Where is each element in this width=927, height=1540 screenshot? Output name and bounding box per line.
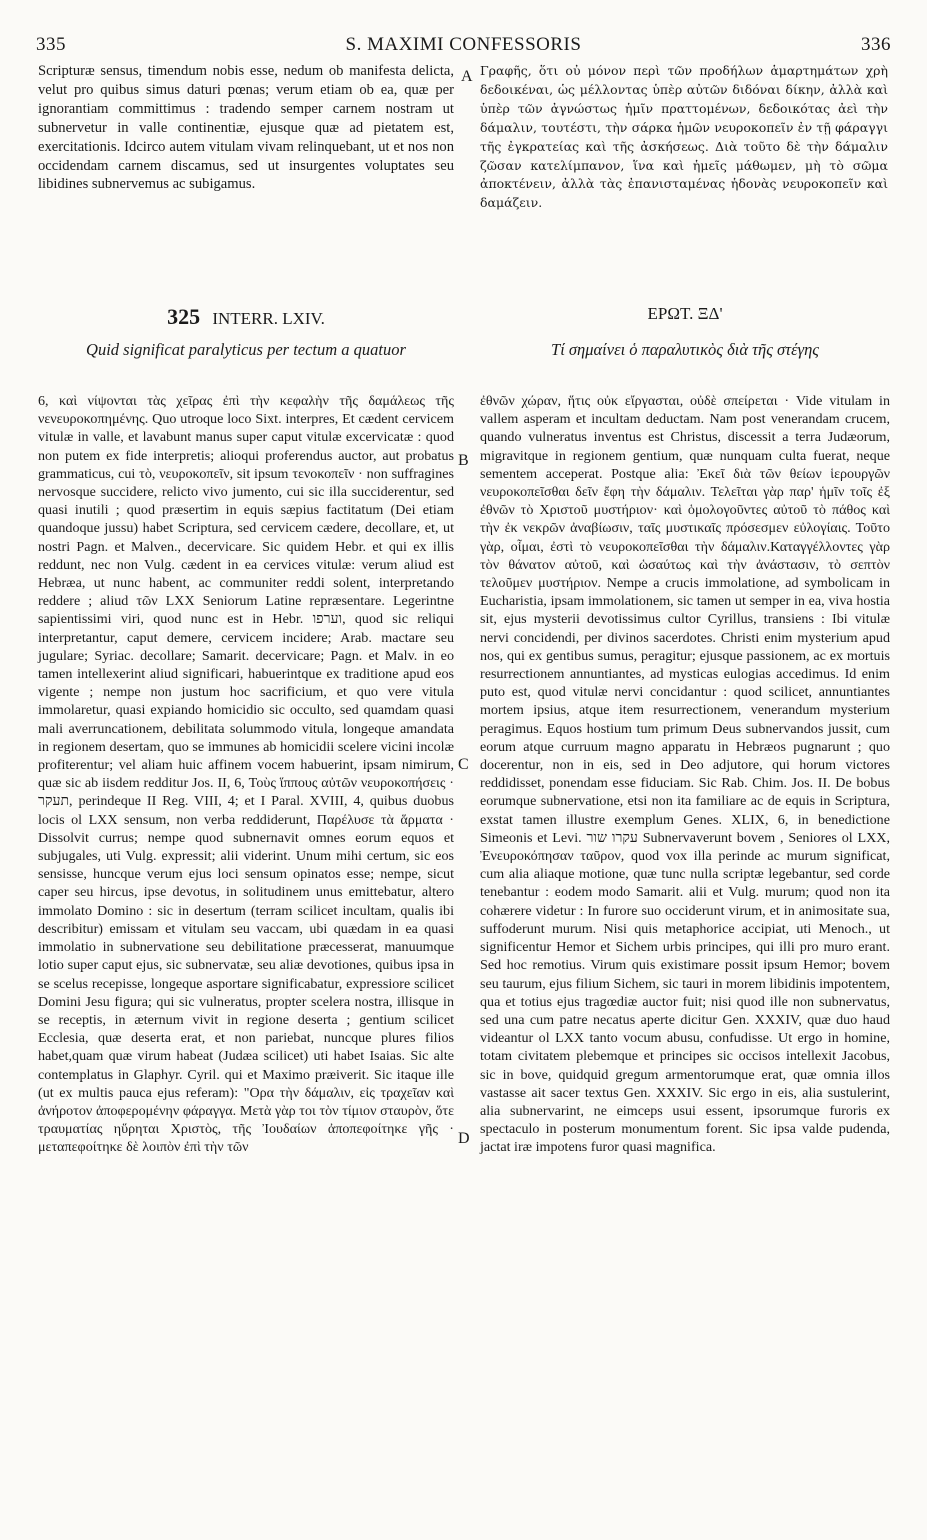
left-page-number: 335 xyxy=(36,34,66,55)
notes-left-text: 6, καὶ νίψονται τὰς χεῖρας ἐπὶ τὴν κεφαλὴν τῆς δαμάλεως τῆς νενευροκοπημένης. Quo utroque loco Sixt. interpres, Et cædent cervicem vitulæ in valle, et lavabunt manus super caput vitulæ excervicatæ : quod non putem ex fide interpretis; alioqui proferendus auctor, aut probatus grammaticus, cui τὸ, νευροκοπεῖν, sit ipsum τενοκοπεῖν · non suffragines nervosque succidere, relicto vivo jumento, cui sic illa succiderentur, sed quasi inutili ; quod præsertim in equis sæpius factitatum (Dei etiam quandoque jussu) habet Scriptura, sed cervicem cædere, decollare, et, ut nostri Pagn. et Malven., decervicare. Sic quidem Hebr. et qui ex illis reddunt, nec non Vulg. cædent in ea cervices vitulæ: verum aliud est Hebræa, ut nunc habent, ac communiter reddi solent, interpretando reddere ; aliud τῶν LXX Seniorum Latine repræsentare. Legerintne sapientissimi viri, quod nunc est in Hebr. וערפו, quod sic reliqui interpretantur, caput demere, cervicem incidere; Arab. mactare seu jugulare; Syriac. decollare; Samarit. decervicare; Pagn. et Malv. in eo tamen intellexerint aliud significari, habuerintque ex traditione apud eos vigente ; nempe non justum hoc sacrificium, et quo vere vitula immolaretur, quasi expiando homicidio sic occulto, sed quamdam quasi mali averruncationem, debilitata solummodo vitula, longeque amandata in regionem desertam, quo se immunes ab homicidii scelere vicini incolæ profiterentur; vel aliam huic affinem vocem habuerint, ipsam nimirum, quæ sic ab iisdem redditur Jos. II, 6, Τοὺς ἵππους αὐτῶν νευροκοπήσεις · תעקר, perindeque II Reg. VIII, 4; et I Paral. XVIII, 4, quibus duobus locis ol LXX sensum, non verba reddiderunt, Παρέλυσε τὰ ἅρματα · Dissolvit currus; nempe quod subnernavit omnes eorum equos et subjugales, uti Vulg. expressit; alii viderint. Unum mihi certum, sic eos sensisse, huncque verum ejus loci sensum opinatos esse; nempe, sicut caper seu hircus, ipse devotus, in solitudinem unus emittebatur, altero immolato Domino : sic in desertum (terram scilicet incultam, qualis ibi describitur) emissam et vitulam seu vaccam, ubi quædam in ea quasi immolatio in subnervatione seu debilitatione præcesserat, manuumque lotio super caput ejus, sic subnervatæ, seu aliæ devotiones, quibus ipsa in se scelus recepisse, longeque asportare significabatur, expressiore scilicet Domini Jesu figura; qui sic vulneratus, propter scelera nostra, illisque in se receptis, in æternum vivit in regione deserta ; gentium scilicet Ecclesia, quæ deserta erat, et non pariebat, nuncque plures filios habet,quam quæ virum habeat (Judæa scilicet) uti habet Isaias. Sic alte contemplatus in Glaphyr. Cyril. qui et Maximo præiverit. Sic itaque ille (ut ex multis pauca ejus referam): "Ορα τὴν δάμαλιν, εἰς τραχεῖαν καὶ ἀνήροτον ἀποφερομένην φάραγγα. Μετὰ γὰρ τοι τὸν τίμιον σταυρὸν, ὅτε τραυματίας ηὕρηται Χριστὸς, τῆς Ἰουδαίων ἀποπεφοίτηκε γῆς · μεταπεφοίτηκε δὲ λοιπὸν ἐπὶ τὴν τῶν xyxy=(38,393,454,1156)
margin-marker-b: B xyxy=(458,452,469,469)
top-latin-column xyxy=(38,62,454,194)
section-subtitle-latin: Quid significat paralyticus per tectum a quatuor xyxy=(86,340,406,359)
section-number: 325 xyxy=(167,304,201,329)
margin-marker-c: C xyxy=(458,756,469,773)
notes-right-text: ἐθνῶν χώραν, ἥτις οὐκ εἴργασται, οὐδὲ σπείρεται · Vide vitulam in vallem asperam et incultam deductam. Nam post venerandam crucem, quando vulneratus inventus est Christus, discessit a terra Judæorum, migravitque in regionem gentium, quæ nunquam culta fuerat, neque sementem acceperat. Postque alia: Ἐκεῖ διὰ τῶν θείων ἱερουργῶν νευροκοπεῖσθαι δεῖν ἔφη τὴν δάμαλιν. Τελεῖται γὰρ παρ' ἡμῖν τοῖς ἐξ ἐθνῶν τὸ Χριστοῦ μυστήριον· καὶ ὁμολογοῦντες αὐτοῦ τὸ πάθος καὶ τὴν ἐκ νεκρῶν ἀναβίωσιν, ταῖς μυστικαῖς πρόσεσμεν εὐλογίαις. Τοῦτο γὰρ, οἶμαι, ἐστὶ τὸ νευροκοπεῖσθαι τὴν δάμαλιν.Καταγγέλλοντες γὰρ τὸν θάνατον αὐτοῦ, καὶ ὡσαύτως καὶ τὴν ἀνάστασιν, τὸ σεπτὸν τελοῦμεν μυστήριον. Nempe a crucis immolatione, ad symbolicam in Eucharistia, ipsam immolationem, sic tamen ut semper in ea, viva hostia sit, ejus mysterii devotissimus cultor Cyrillus, transiens : Ibi vitulæ nervi concidendi, per divinos sacerdotes. Christi enim mysterium apud nos, qui ex gentibus sumus, peragitur; ejusque passionem, ac ex mortuis resurrectionem annuntiantes, ad mysticas eulogias accedimus. Id enim puto est, quod vitulæ nervi concidantur : quod scilicet, annuntiantes mortem ipsius, atque item resurrectionem, venerandum mysterium peragimus. Equos hostium tum primum Deus subnervandos jussit, cum eorum atque curruum magno apparatu in Hebræos pugnarunt ; quo docerentur, non in eis, sed in Deo adjutore, qui horum victores reddidisset, ponendam esse fiduciam. Sic Rab. Chim. Jos. II. De bobus eorumque subnervatione, etsi non ita familiare ac de equis in Scriptura, exstat tamen illustre exemplum Genes. XLIX, 6, in benedictione Simeonis et Levi. עקרו שור Subnervaverunt bovem , Seniores ol LXX, Ἐνευροκόπησαν ταῦρον, quod vox illa perinde ac murum significat, cum alia aliaque motione, quæ tunc nulla scriptæ legebantur, sed corde tenebantur : eodem modo Samarit. alii et Vulg. murum; quod non ita cohærere videtur : In furore suo occiderunt virum, et in animositate sua, suffoderunt murum. Nisi quis metaphorice accipiat, uti Menoch., ut significentur Hemor et Sichem urbis principes, qui illi pro muro erant. Sed hoc remotius. Virum quis existimare possit ipsum Hemor; bovem seu taurum, ejus filium Sichem, sic tauri in morem libidinis impotentem, qua et totius ejus tragœdiæ auctor fuit; nisi quod ille non subnervatus, sed una cum patre necatus aperte dicitur Gen. XXXIV, quæ duo haud videantur ol LXX tanto vocum abusu, confudisse. Ut ergo in homine, totam civitatem plebemque et principes sic occisos intellexit Jacobus, sic in bove, quidquid gregum armentorumque erat, quæ omnia illos vastasse ait sacer textus Gen. XXXIV. Sic ergo in eis, alia sustulerint, alia subnervarint, ne eimceps usui essent, ipsorumque furoris ex spectaculo in posterum monumentum forent. Sic ipsa valde pudenda, jactat iræ impotens furor quasi magnifica. xyxy=(480,393,890,1156)
right-page-number: 336 xyxy=(860,34,891,55)
section-subtitle-greek: Τί σημαίνει ὁ παραλυτικὸς διὰ τῆς στέγης xyxy=(551,340,819,359)
section-title-greek: ΕΡΩΤ. ΞΔ' xyxy=(647,304,723,323)
notes-right-column xyxy=(480,392,890,1157)
page-header xyxy=(36,34,891,56)
section-heading-latin xyxy=(38,304,454,330)
notes-left-column xyxy=(38,392,454,1157)
section-title-latin: INTERR. LXIV. xyxy=(212,309,325,328)
section-heading-greek xyxy=(480,304,890,324)
top-latin-text: Scripturæ sensus, timendum nobis esse, nedum ob manifesta delicta, velut pro quibus simus daturi pœnas; verum etiam ob ea, quæ per ignorantiam committimus : tradendo semper carnem nostram ut subnervetur in valle continentiæ, ejusque quæ ad pietatem est, exercitationis. Idcirco autem vitulam vivam relinquebant, ut et nos non occidendam carnem discamus, sed ut insurgentes voluptates seu libidines subnervemus ac subigamus. xyxy=(38,63,454,193)
margin-marker-d: D xyxy=(458,1130,470,1147)
top-greek-text: Γραφῆς, ὅτι οὐ μόνον περὶ τῶν προδήλων ἁμαρτημάτων χρὴ δεδοικέναι, ὡς μέλλοντας ὑπὲρ αὐτῶν διδόναι δίκην, ἀλλὰ καὶ ὑπὲρ τῶν ἀγνώστως ἡμῖν πραττομένων, δεδοικότας ἀεὶ τὴν δάμαλιν, τουτέστι, τὴν σάρκα ἡμῶν νευροκοπεῖν ἐν τῇ φάραγγι τῆς ἐγκρατείας καὶ τῆς ἀσκήσεως. Διὰ τοῦτο δὲ τὴν δάμαλιν ζῶσαν κατελίμπανον, ἵνα καὶ ἡμεῖς μάθωμεν, μὴ τὸ σῶμα ἀποκτένειν, ἀλλὰ τὰς ἐπανισταμένας ἡδονὰς νευροκοπεῖν καὶ δαμάζειν. xyxy=(480,63,888,211)
top-greek-column xyxy=(480,62,888,213)
running-title: S. MAXIMI CONFESSORIS xyxy=(345,34,582,55)
margin-marker-a: A xyxy=(461,68,473,85)
